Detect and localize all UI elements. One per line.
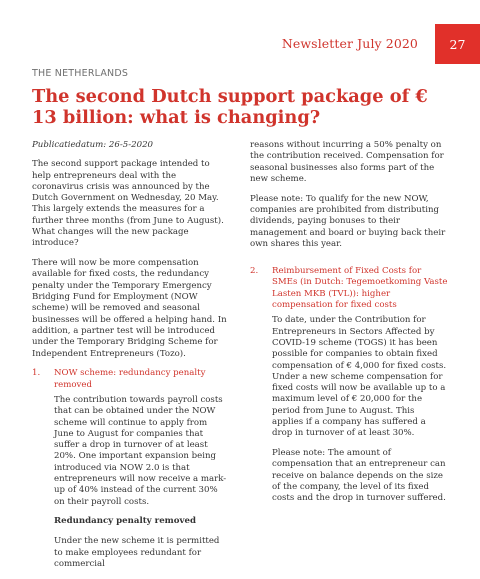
- article-title: The second Dutch support package of € 13 billion: what is changing?: [32, 86, 428, 128]
- publication-date: Publicatiedatum: 26-5-2020: [32, 140, 154, 150]
- section-1-sub-body: Under the new scheme it is permitted to make employees redundant for commercial: [54, 536, 220, 569]
- paragraph-2: There will now be more compensation available for fixed costs, the redundancy penalty under the Temporary Emergency Bridging Fund for Employment (NOW scheme) will be removed and seasonal businesses will be offered a helping hand. In addition, a partner test will be introduced under the Temporary Bridging Scheme for Independent Entrepreneurs (Tozo).: [32, 258, 227, 359]
- section-2-title: Reimbursement of Fixed Costs for SMEs (in Dutch: Tegemoetkoming Vaste Lasten MKB (TVL)): higher compensation for fixed costs: [272, 266, 448, 311]
- section-1-heading: [32, 368, 228, 391]
- section-1-title: NOW scheme: redundancy penalty removed: [54, 368, 206, 390]
- right-column: [250, 140, 448, 513]
- page-number: 27: [449, 36, 466, 52]
- page-number-tab: [435, 24, 480, 64]
- section-1-body: The contribution towards payroll costs that can be obtained under the NOW scheme will continue to apply from June to August for companies that suffer a drop in turnover of at least 20%. One important expansion being introduced via NOW 2.0 is that entrepreneurs will now receive a mark-up of 40% instead of the current 30% on their payroll costs.: [54, 394, 227, 507]
- right-paragraph-1: reasons without incurring a 50% penalty on the contribution received. Compensation for seasonal businesses also forms part of the new scheme.: [250, 140, 444, 184]
- left-column: [32, 140, 228, 579]
- section-2-number: 2.: [250, 266, 259, 277]
- right-paragraph-2: Please note: To qualify for the new NOW, companies are prohibited from distributing dividends, paying bonuses to their management and board or buying back their own shares this year.: [250, 193, 446, 249]
- section-kicker: THE NETHERLANDS: [32, 68, 129, 79]
- section-2-heading: [250, 266, 448, 311]
- section-2-body: To date, under the Contribution for Entrepreneurs in Sectors Affected by COVID-19 scheme (TOGS) it has been possible for companies to obtain fixed compensation of € 4,000 for fixed costs. Under a new scheme compensation for fixed costs will now be available up to a maximum level of € 20,000 for the period from June to August. This applies if a company has suffered a drop in turnover of at least 30%.: [272, 315, 447, 439]
- newsletter-header: Newsletter July 2020: [281, 36, 418, 51]
- section-1-subheading: Redundancy penalty removed: [54, 516, 196, 527]
- section-2-note: Please note: The amount of compensation that an entrepreneur can receive on balance depends on the size of the company, the level of its fixed costs and the drop in turnover suffered.: [272, 448, 446, 504]
- section-1-number: 1.: [32, 368, 41, 379]
- intro-paragraph: The second support package intended to help entrepreneurs deal with the coronavirus crisis was announced by the Dutch Government on Wednesday, 20 May. This largely extends the measures for a further three months (from June to August). What changes will the new package introduce?: [32, 159, 224, 249]
